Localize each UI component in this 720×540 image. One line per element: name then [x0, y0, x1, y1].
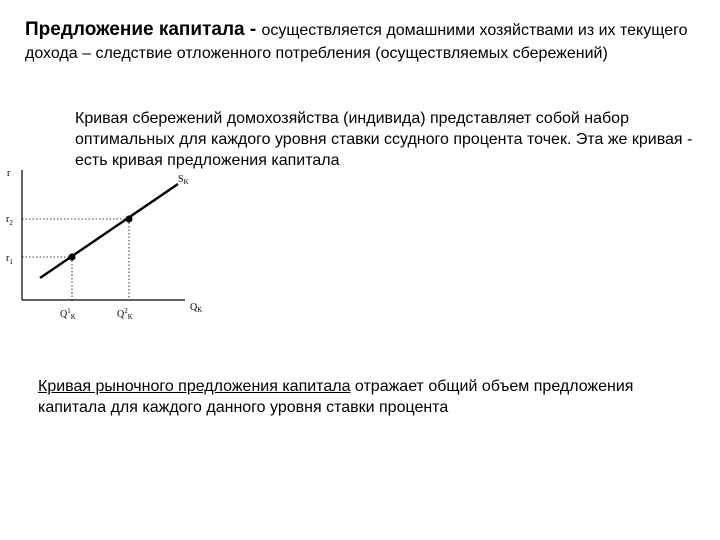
market-paragraph	[38, 376, 678, 418]
y-tick-r1: $r_1$	[6, 253, 13, 266]
y-tick-r2: $r_2$	[6, 214, 13, 227]
market-text: отражает общий объем предложения капитала для каждого данного уровня ставки процента	[38, 378, 634, 416]
y-axis-label: r	[7, 168, 11, 179]
point-2	[126, 216, 133, 223]
x-tick-q1: $Q^1_K$	[60, 307, 76, 321]
x-tick-q2: $Q^2_K$	[117, 307, 133, 321]
description-paragraph: Кривая сбережений домохозяйства (индивида) представляет собой набор оптимальных для каждого уровня ставки ссудного процента точек. Эта же кривая - есть кривая предложения капитала	[75, 110, 693, 169]
intro-paragraph	[25, 18, 705, 65]
intro-term: Предложение капитала	[25, 19, 245, 40]
point-1	[69, 254, 76, 261]
curve-label: $S_K$	[178, 174, 189, 186]
intro-separator: -	[244, 19, 262, 40]
market-term: Кривая рыночного предложения капитала	[38, 378, 351, 395]
supply-curve-line	[40, 184, 178, 278]
x-axis-label: $Q_K$	[190, 302, 203, 314]
intro-text: осуществляется домашними хозяйствами из их текущего дохода – следствие отложенного потребления (осуществляемых сбережений)	[25, 22, 688, 62]
supply-curve-graph	[0, 160, 230, 330]
